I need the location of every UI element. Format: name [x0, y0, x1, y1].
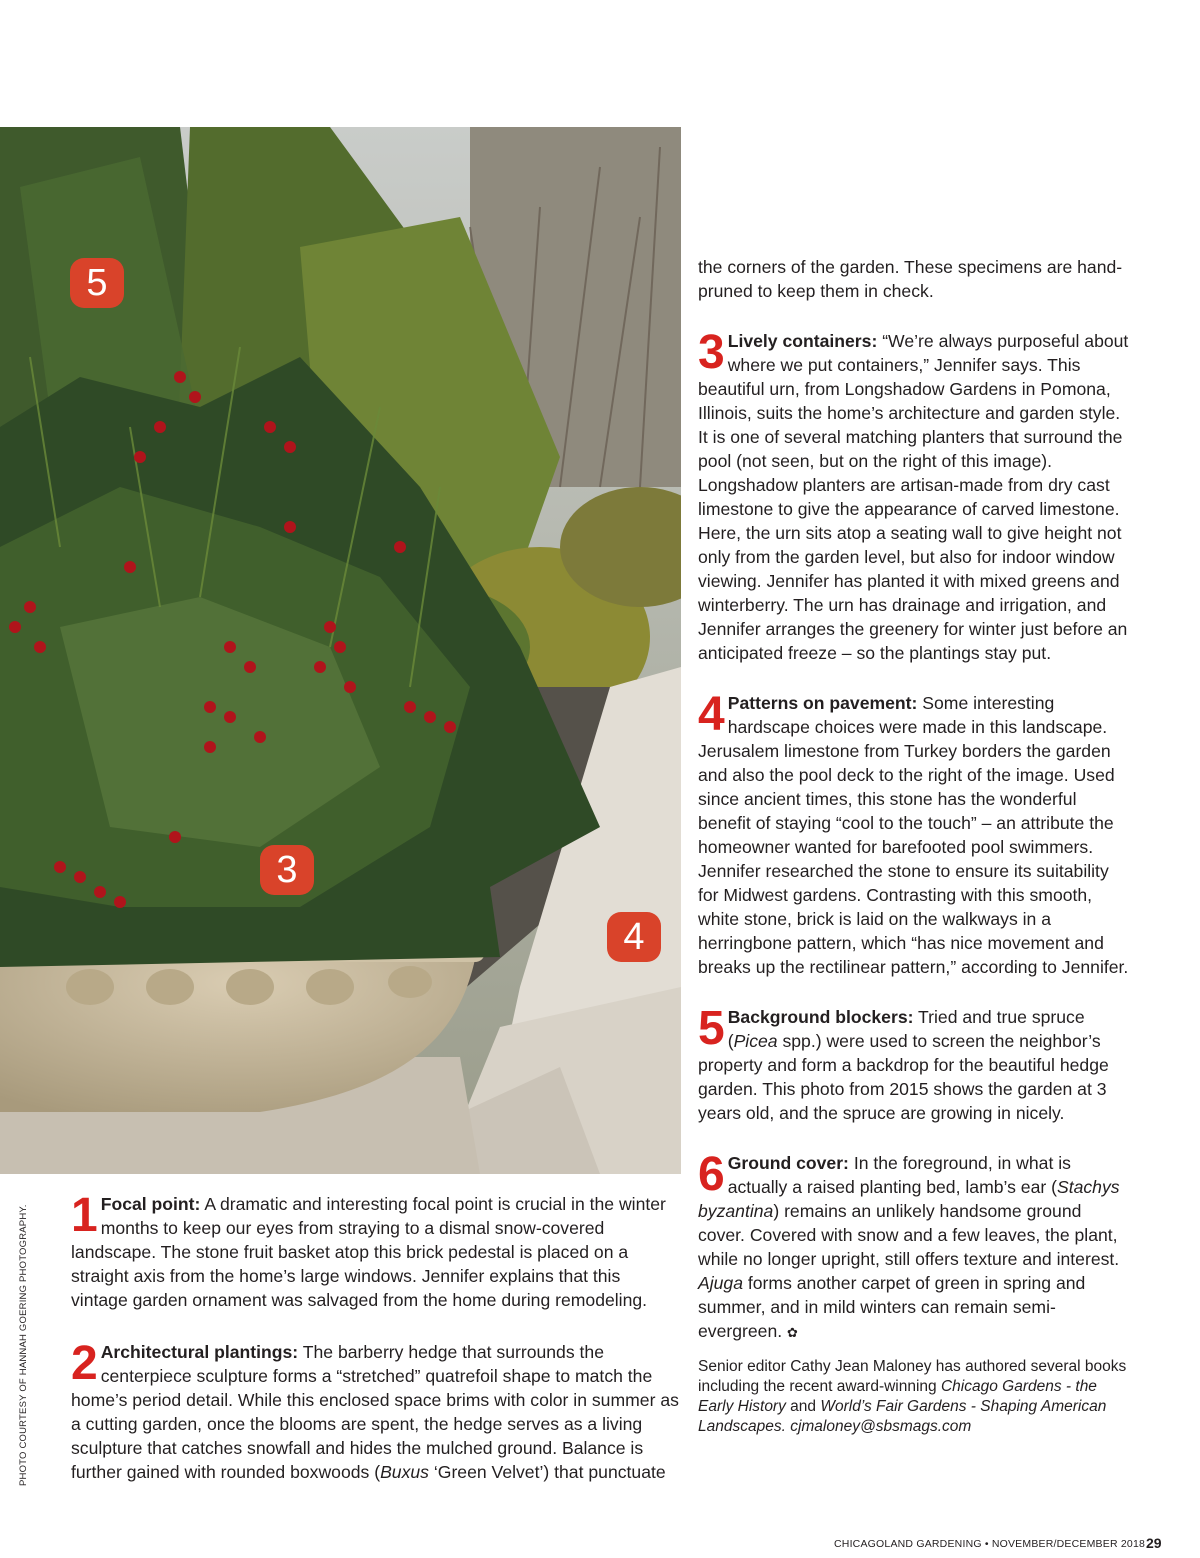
section-body: The barberry hedge that surrounds the centerpiece sculpture forms a “stretched” quatrefoil shape to match the home’s period detail. While this enclosed space brims with color in summer as a cutting garden, once the blooms are spent, the hedge serves as a living sculpture that catches snowfall and hides the mulched ground. Balance is further gained with rounded boxwoods (: [71, 1342, 679, 1482]
section-number: 5: [698, 1002, 725, 1055]
byline-book-2: World’s Fair Gardens - Shaping American Landscapes: [698, 1398, 1107, 1435]
section-4: [698, 688, 1130, 979]
page-number: 29: [1146, 1535, 1162, 1551]
byline-book-1: Chicago Gardens - the Early History: [698, 1378, 1097, 1415]
magazine-footer: CHICAGOLAND GARDENING • NOVEMBER/DECEMBER 2018: [834, 1538, 1146, 1550]
left-column: [71, 1189, 681, 1484]
photo-marker-5: 5: [70, 258, 124, 308]
section-number: 6: [698, 1148, 725, 1201]
section-body-cont: spp.) were used to screen the neighbor’s property and form a backdrop for the beautiful hedge garden. This photo from 2015 shows the garden at 3 years old, and the spruce are growing in nicely.: [698, 1031, 1109, 1123]
section-body: Tried and true spruce (: [727, 1007, 1085, 1051]
section-3: [698, 326, 1130, 665]
section-number: 1: [71, 1189, 98, 1242]
section-2-continued: the corners of the garden. These specimens are hand-pruned to keep them in check.: [698, 257, 1123, 301]
section-heading: Background blockers:: [727, 1007, 914, 1027]
section-6: [698, 1148, 1130, 1345]
section-body-cont: ‘Green Velvet’) that punctuate: [428, 1462, 666, 1482]
right-column: [698, 255, 1130, 1437]
section-heading: Architectural plantings:: [100, 1342, 299, 1362]
section-body-italic-2: Ajuga: [698, 1273, 743, 1293]
byline-and: and: [785, 1398, 821, 1415]
photo-marker-3: 3: [260, 845, 314, 895]
section-body-italic: Picea: [733, 1031, 778, 1051]
section-body: Some interesting hardscape choices were made in this landscape. Jerusalem limestone from Turkey borders the garden and also the pool deck to the right of the image. Used since ancient times, this stone has the wonderful benefit of staying “cool to the touch” – an attribute the homeowner wanted for barefooted pool swimmers. Jennifer researched the stone to ensure its suitability for Midwest gardens. Contrasting with this smooth, white stone, brick is laid on the walkways in a herringbone pattern, which “has nice movement and breaks up the rectilinear pattern,” according to Jennifer.: [698, 693, 1129, 977]
section-heading: Lively containers:: [727, 331, 878, 351]
byline-email: . cjmaloney@sbsmags.com: [781, 1418, 972, 1435]
section-number: 2: [71, 1337, 98, 1390]
section-body-end: forms another carpet of green in spring and summer, and in mild winters can remain semi-evergreen.: [698, 1273, 1086, 1341]
section-body: A dramatic and interesting focal point is crucial in the winter months to keep our eyes from straying to a dismal snow-covered landscape. The stone fruit basket atop this brick pedestal is placed on a straight axis from the home’s large windows. Jennifer explains that this vintage garden ornament was salvaged from the home during remodeling.: [71, 1194, 666, 1310]
section-body-italic: Stachys byzantina: [698, 1177, 1120, 1221]
section-heading: Ground cover:: [727, 1153, 849, 1173]
author-byline: [698, 1357, 1130, 1437]
section-body-italic: Buxus: [380, 1462, 429, 1482]
leaf-end-icon: ✿: [787, 1325, 798, 1340]
garden-photo: [0, 127, 681, 1174]
section-1: [71, 1189, 681, 1312]
section-body: “We’re always purposeful about where we put containers,” Jennifer says. This beautiful urn, from Longshadow Gardens in Pomona, Illinois, suits the home’s architecture and garden style. It is one of several matching planters that surround the pool (not seen, but on the right of this image). Longshadow planters are artisan-made from dry cast limestone to give the appearance of carved limestone. Here, the urn sits atop a seating wall to give height not only from the garden level, but also for indoor window viewing. Jennifer has planted it with mixed greens and winterberry. The urn has drainage and irrigation, and Jennifer arranges the greenery for winter just before an anticipated freeze – so the plantings stay put.: [698, 331, 1129, 663]
photo-marker-4: 4: [607, 912, 661, 962]
section-body: In the foreground, in what is actually a raised planting bed, lamb’s ear (: [727, 1153, 1071, 1197]
section-heading: Focal point:: [100, 1194, 201, 1214]
byline-text: Senior editor Cathy Jean Maloney has authored several books including the recent award-winning: [698, 1358, 1127, 1395]
section-2: [71, 1337, 681, 1484]
section-body-cont: ) remains an unlikely handsome ground cover. Covered with snow and a few leaves, the plant, while no longer upright, still offers texture and interest.: [698, 1201, 1120, 1269]
section-number: 3: [698, 326, 725, 379]
section-number: 4: [698, 688, 725, 741]
section-5: [698, 1002, 1130, 1125]
photo-credit: PHOTO COURTESY OF HANNAH GOERING PHOTOGRAPHY.: [18, 1204, 29, 1486]
section-heading: Patterns on pavement:: [727, 693, 918, 713]
